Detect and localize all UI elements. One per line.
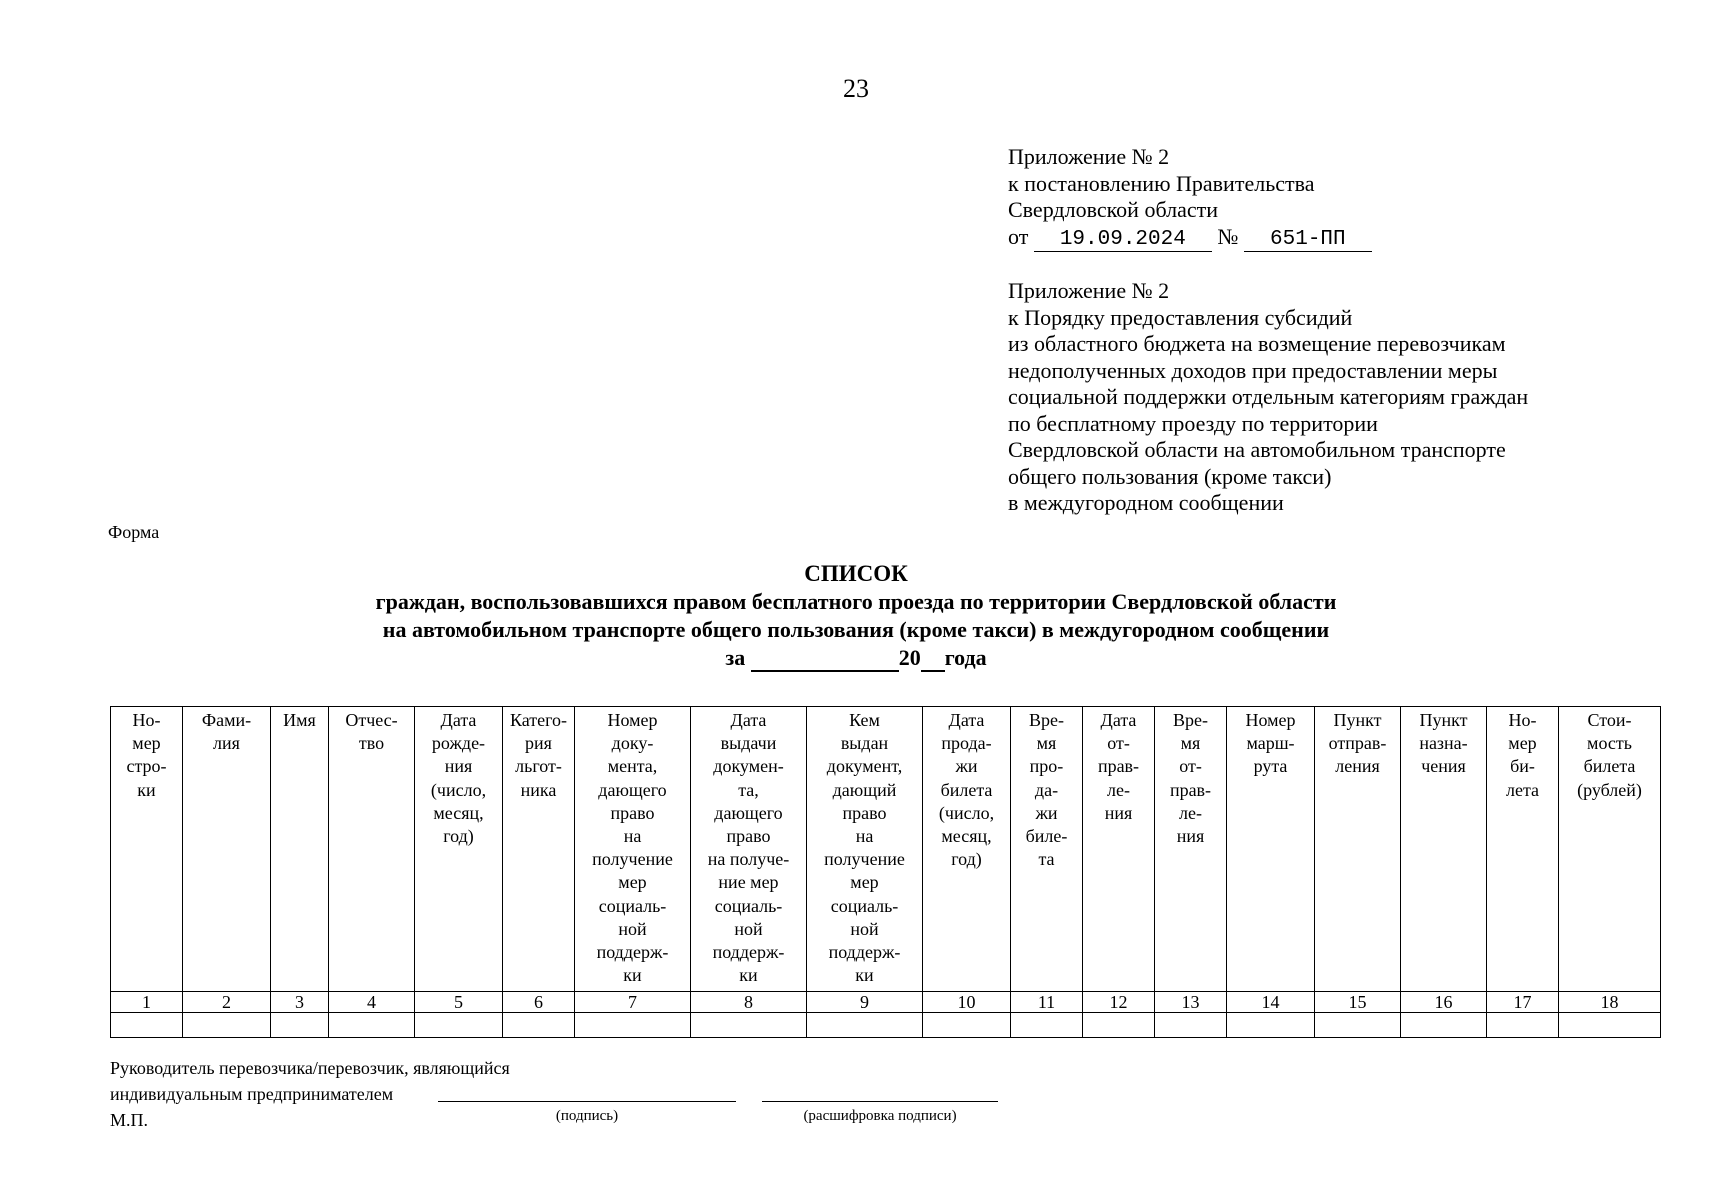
column-number: 15 — [1315, 992, 1401, 1013]
appendix-order-line: в междугородном сообщении — [1008, 490, 1284, 515]
table-cell — [1315, 1013, 1401, 1038]
period-prefix: за — [725, 645, 746, 670]
column-number: 13 — [1155, 992, 1227, 1013]
column-number: 14 — [1227, 992, 1315, 1013]
table-cell — [1559, 1013, 1661, 1038]
table-cell — [183, 1013, 271, 1038]
appendix-order-line: по бесплатному проезду по территории — [1008, 410, 1378, 436]
column-header: Катего- рия льгот- ника — [503, 707, 575, 992]
column-header: Кем выдан документ, дающий право на получение мер социаль- ной поддерж- ки — [807, 707, 923, 992]
period-blank — [751, 648, 899, 672]
signature-line2: индивидуальным предпринимателем — [110, 1084, 394, 1104]
column-header: Дата рожде- ния (число, месяц, год) — [415, 707, 503, 992]
column-number: 18 — [1559, 992, 1661, 1013]
column-header: Вре- мя про- да- жи биле- та — [1011, 707, 1083, 992]
column-number: 16 — [1401, 992, 1487, 1013]
column-number: 7 — [575, 992, 691, 1013]
appendix-order-line: социальной поддержки отдельным категориям граждан — [1008, 384, 1529, 409]
table-cell — [923, 1013, 1011, 1038]
column-number: 12 — [1083, 992, 1155, 1013]
table-header-row — [111, 707, 1661, 992]
appendix-order-line: Свердловской области на автомобильном транспорте — [1008, 437, 1506, 462]
appendix-decree — [1008, 144, 1372, 252]
table-cell — [1083, 1013, 1155, 1038]
table-row — [111, 1013, 1661, 1038]
signature-decoding-caption: (расшифровка подписи) — [803, 1108, 957, 1124]
column-header: Но- мер стро- ки — [111, 707, 183, 992]
signature-caption: (подпись) — [555, 1108, 619, 1124]
column-number: 6 — [503, 992, 575, 1013]
column-header: Имя — [271, 707, 329, 992]
form-label: Форма — [108, 522, 160, 542]
column-header: Дата прода- жи билета (число, месяц, год) — [923, 707, 1011, 992]
stamp-label: М.П. — [110, 1110, 149, 1130]
column-header: Дата выдачи докумен- та, дающего право на получе- ние мер социаль- ной поддерж- ки — [691, 707, 807, 992]
citizens-table — [110, 706, 1661, 1038]
table-cell — [1401, 1013, 1487, 1038]
column-number: 17 — [1487, 992, 1559, 1013]
appendix-decree-line: Приложение № 2 — [1008, 144, 1170, 169]
table-cell — [807, 1013, 923, 1038]
column-number: 5 — [415, 992, 503, 1013]
column-number: 9 — [807, 992, 923, 1013]
column-header: Пункт назна- чения — [1401, 707, 1487, 992]
table-cell — [1155, 1013, 1227, 1038]
appendix-decree-line: Свердловской области — [1008, 197, 1218, 222]
column-header: Номер марш- рута — [1227, 707, 1315, 992]
document-subtitle-line1: граждан, воспользовавшихся правом бесплатного проезда по территории Свердловской области — [375, 589, 1337, 614]
document-title: СПИСОК — [804, 561, 908, 586]
signature-field — [438, 1101, 736, 1102]
column-header: Стои- мость билета (рублей) — [1559, 707, 1661, 992]
column-header: Дата от- прав- ле- ния — [1083, 707, 1155, 992]
table-cell — [691, 1013, 807, 1038]
column-number: 4 — [329, 992, 415, 1013]
table-cell — [329, 1013, 415, 1038]
column-number: 1 — [111, 992, 183, 1013]
appendix-order-line: к Порядку предоставления субсидий — [1008, 304, 1353, 330]
table-column-numbers-row — [111, 992, 1661, 1013]
column-number: 10 — [923, 992, 1011, 1013]
column-header: Отчес- тво — [329, 707, 415, 992]
table-cell — [1487, 1013, 1559, 1038]
appendix-order-line: недополученных доходов при предоставлении меры — [1008, 357, 1498, 383]
number-prefix: № — [1217, 223, 1239, 249]
column-header: Номер доку- мента, дающего право на получение мер социаль- ной поддерж- ки — [575, 707, 691, 992]
table-cell — [111, 1013, 183, 1038]
page-number: 23 — [843, 74, 869, 103]
column-header: Вре- мя от- прав- ле- ния — [1155, 707, 1227, 992]
decree-number: 651-ПП — [1244, 229, 1372, 252]
column-number: 3 — [271, 992, 329, 1013]
appendix-order-line: общего пользования (кроме такси) — [1008, 463, 1332, 489]
document-subtitle-line2: на автомобильном транспорте общего пользования (кроме такси) в междугородном сообщении — [382, 617, 1330, 642]
appendix-order — [1008, 278, 1528, 517]
appendix-decree-line: к постановлению Правительства — [1008, 170, 1315, 196]
decree-date: 19.09.2024 — [1034, 229, 1212, 252]
period-suffix: года — [944, 645, 987, 670]
table-cell — [503, 1013, 575, 1038]
signature-decoding-field — [762, 1101, 998, 1102]
column-number: 11 — [1011, 992, 1083, 1013]
table-cell — [1227, 1013, 1315, 1038]
table-cell — [1011, 1013, 1083, 1038]
document-period — [0, 644, 1712, 672]
signature-line1: Руководитель перевозчика/перевозчик, являющийся — [110, 1058, 510, 1078]
column-header: Пункт отправ- ления — [1315, 707, 1401, 992]
column-header: Фами- лия — [183, 707, 271, 992]
table-cell — [575, 1013, 691, 1038]
column-number: 2 — [183, 992, 271, 1013]
column-number: 8 — [691, 992, 807, 1013]
column-header: Но- мер би- лета — [1487, 707, 1559, 992]
date-prefix: от — [1008, 223, 1029, 249]
table-cell — [415, 1013, 503, 1038]
appendix-order-line: Приложение № 2 — [1008, 278, 1170, 303]
period-year: 20 — [898, 645, 921, 670]
appendix-decree-date-row — [1008, 224, 1372, 252]
table-cell — [271, 1013, 329, 1038]
appendix-order-line: из областного бюджета на возмещение перевозчикам — [1008, 331, 1506, 356]
period-year-blank — [921, 648, 945, 672]
